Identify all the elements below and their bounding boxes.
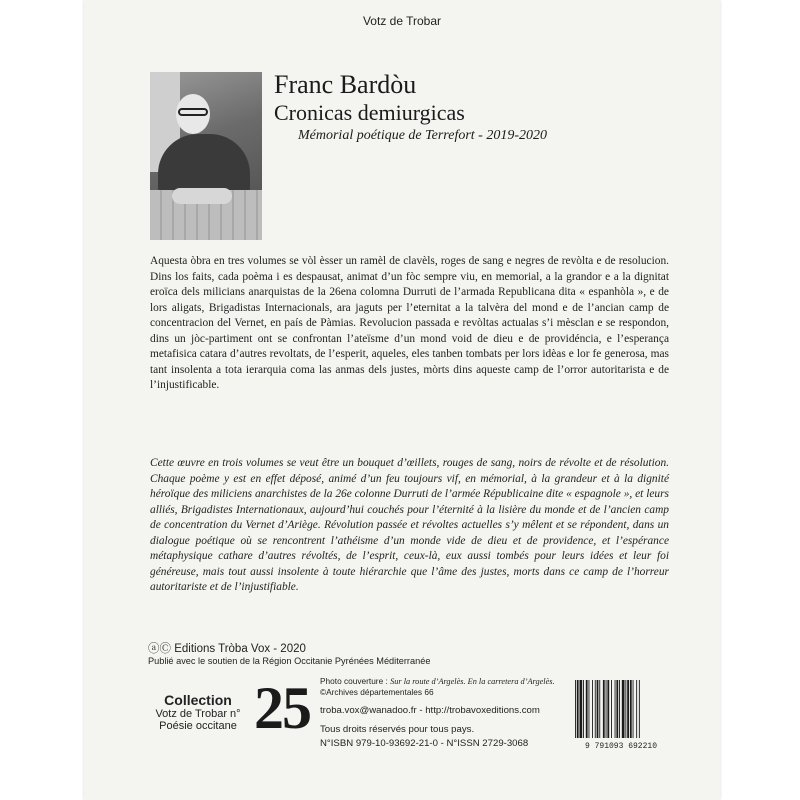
collection-label: Collection: [164, 692, 232, 708]
photo-credit-label: Photo couverture :: [320, 676, 388, 686]
book-title: Cronicas demiurgicas: [274, 100, 465, 125]
barcode-digits: 9 791093 692210: [584, 742, 658, 750]
author-photo: [150, 72, 262, 240]
collection-block: [142, 692, 254, 732]
publisher-line: ⓐⒸ Editions Tròba Vox - 2020: [148, 643, 306, 655]
french-blurb: Cette œuvre en trois volumes se veut être un bouquet d’œillets, rouges de sang, noirs de révolte et de résolution. Chaque poème y est en effet déposé, animé d’un feu toujours vif, en mémorial, à la grandeur et à la dignité héroïque des miliciens anarchistes de la 26e colonne Durruti de l’armée Républicaine dite « espagnole », et leurs alliés, Brigadistes Internationaux, aujourd’hui couchés pour l’éternité à la lisière du monde et de l’ancien camp de concentration du Vernet d’Ariège. Révolution passée et révoltes actuelles s’y mêlent et se répondent, dans un dialogue poétique où se rencontrent l’athéisme d’un monde vide de dieu et de providence, et l’espérance métaphysique cathare d’autres révoltés, de l’esprit, ceux-là, eux aussi tombés pour leurs idées et leur foi généreuse, mais tout aussi insolente à toute hiérarchie que l’âme des justes, morts dans ce camp de l’horreur autoritariste et de l’injustifiable.: [150, 457, 669, 593]
isbn-line: N°ISBN 979-10-93692-21-0 - N°ISSN 2729-3068: [320, 738, 529, 749]
rights-line: Tous droits réservés pour tous pays.: [320, 724, 475, 735]
series-header: Votz de Trobar: [362, 14, 442, 28]
back-cover: [84, 0, 720, 800]
occitan-blurb: Aquesta òbra en tres volumes se vòl èsser un ramèl de clavèls, roges de sang e negres de revòlta e de resolucion. Dins los faits, cada poèma i es despausat, animat d’un fòc sempre viu, en memorial, a la grandor e a la dignitat eroïca dels milicians anarquistas de la 26ena colomna Durruti de l’armada Republicana dita « espanhòla », e de lors aligats, Brigadistas Internacionals, ara jaguts per l’eternitat a la talvèra del mond e de l’ancian camp de concentracion del Vernet, en país de Pàmias. Revolucion passada e revòltas actualas s’i mèsclan e se respondon, dins un jòc-partiment ont se confrontan l’ateïsme d’un mond void de dieu e de providéncia, e l’esperança metafisica catara d’autres revoltats, de l’esperit, aqueles, eles tanben tombats per lors idèas e lor fe generosa, mas tant insolenta a tota ierarquia coma las anmas dels justes, mòrts dins aqueste camp de l’orror autoritarista e de l’injustificable.: [150, 255, 669, 391]
photo-credit-caption: Sur la route d’Argelès. En la carretera d’Argelès.: [390, 677, 555, 686]
collection-series: Votz de Trobar n°: [155, 708, 241, 720]
photo-credit: [320, 676, 555, 686]
support-line: Publié avec le soutien de la Région Occitanie Pyrénées Méditerranée: [148, 656, 431, 666]
author-name: Franc Bardòu: [274, 70, 417, 99]
isbn-barcode: [569, 678, 673, 750]
book-subtitle: Mémorial poétique de Terrefort - 2019-2020: [298, 128, 547, 143]
contact-line: troba.vox@wanadoo.fr - http://trobavoxeditions.com: [320, 705, 540, 716]
collection-genre: Poésie occitane: [159, 720, 237, 732]
collection-number: 25: [254, 675, 310, 741]
archives-credit: ©Archives départementales 66: [320, 687, 434, 697]
